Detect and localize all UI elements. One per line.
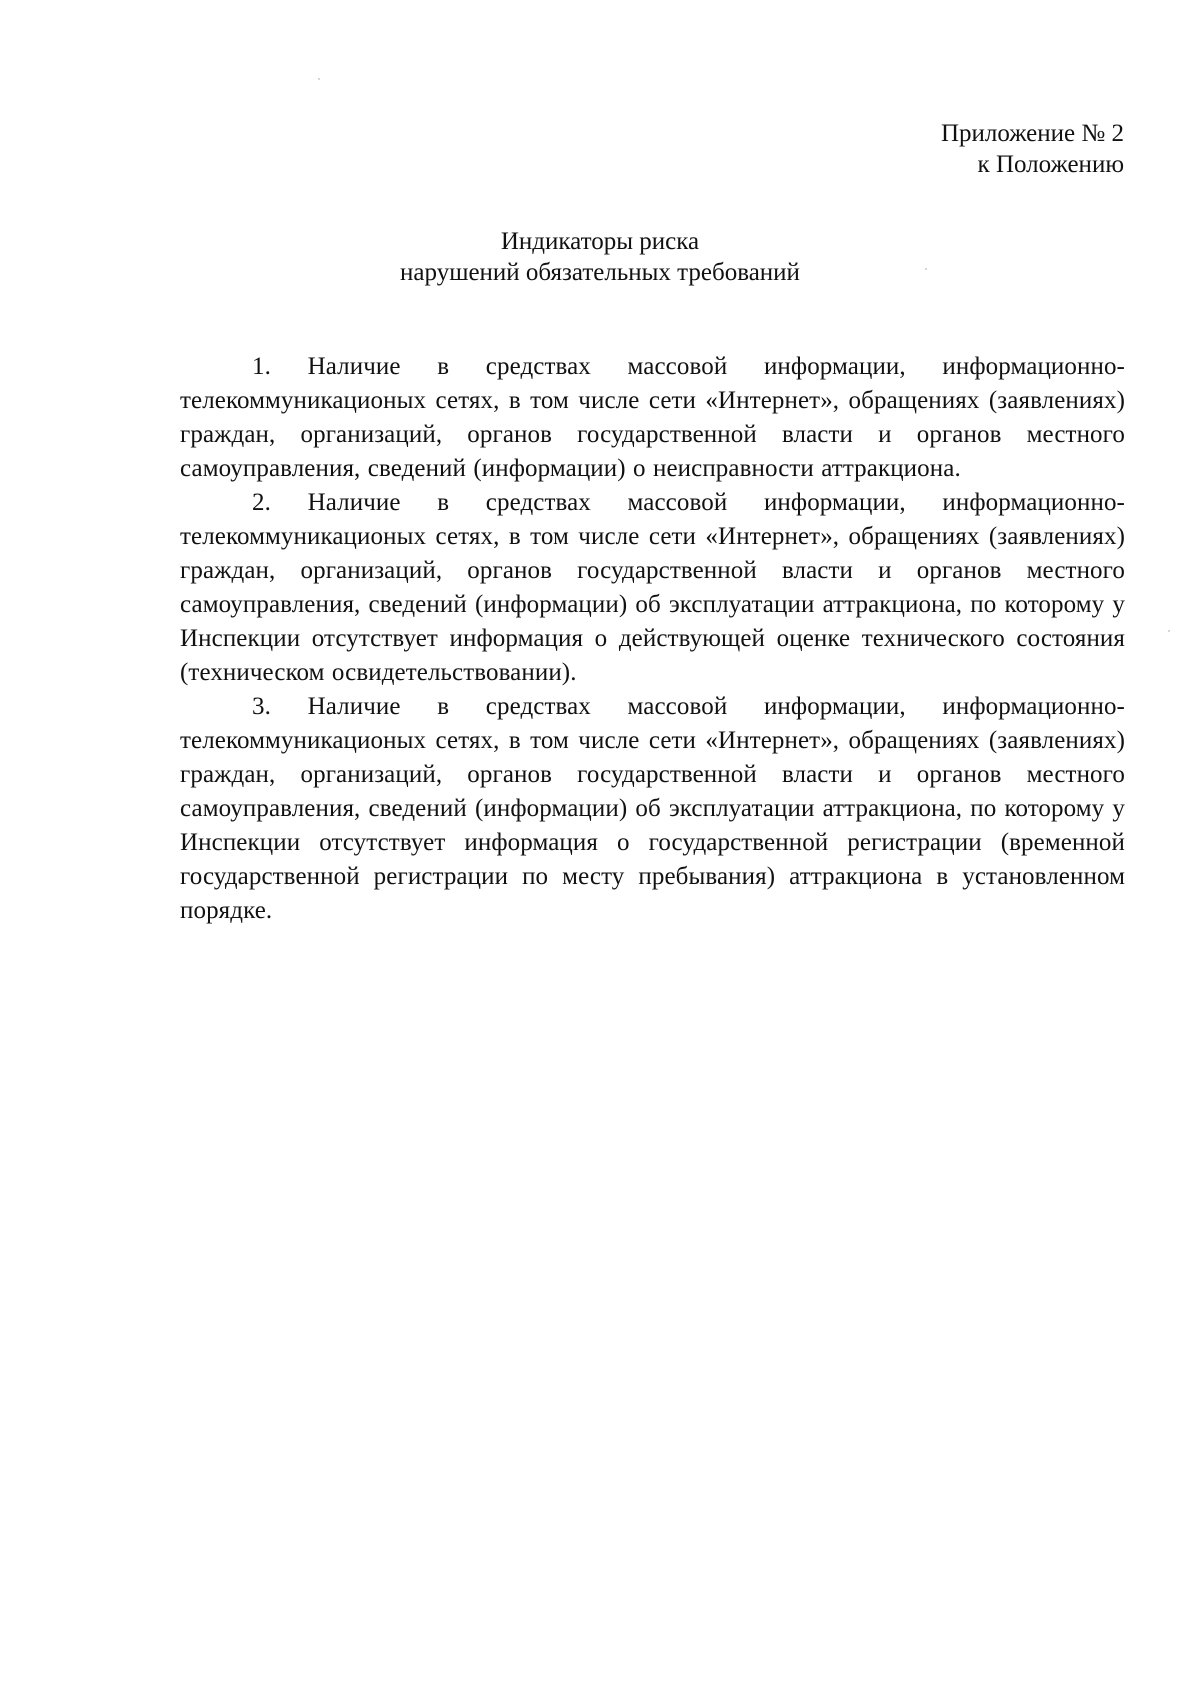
document-body [180, 350, 1125, 928]
scan-speck [318, 78, 320, 80]
title-line-2: нарушений обязательных требований [400, 259, 800, 286]
risk-indicator-1: 1. Наличие в средствах массовой информации, информационно-телекоммуникационых сетях, в том числе сети «Интернет», обращениях (заявлениях) граждан, организаций, органов государственной власти и органов местного самоуправления, сведений (информации) о неисправности аттракциона. [180, 353, 1125, 482]
document-title [0, 226, 1200, 288]
annex-reference [724, 118, 1124, 180]
scan-speck [1168, 630, 1170, 632]
risk-indicator-3: 3. Наличие в средствах массовой информации, информационно-телекоммуникационых сетях, в том числе сети «Интернет», обращениях (заявлениях) граждан, организаций, органов государственной власти и органов местного самоуправления, сведений (информации) об эксплуатации аттракциона, по которому у Инспекции отсутствует информация о государственной регистрации (временной государственной регистрации по месту пребывания) аттракциона в установленном порядке. [180, 693, 1125, 924]
risk-indicator-2: 2. Наличие в средствах массовой информации, информационно-телекоммуникационых сетях, в том числе сети «Интернет», обращениях (заявлениях) граждан, организаций, органов государственной власти и органов местного самоуправления, сведений (информации) об эксплуатации аттракциона, по которому у Инспекции отсутствует информация о действующей оценке технического состояния (техническом освидетельствовании). [180, 489, 1125, 686]
title-line-1: Индикаторы риска [500, 228, 700, 255]
annex-number: Приложение № 2 [940, 120, 1124, 147]
annex-to-regulation: к Положению [977, 151, 1124, 178]
